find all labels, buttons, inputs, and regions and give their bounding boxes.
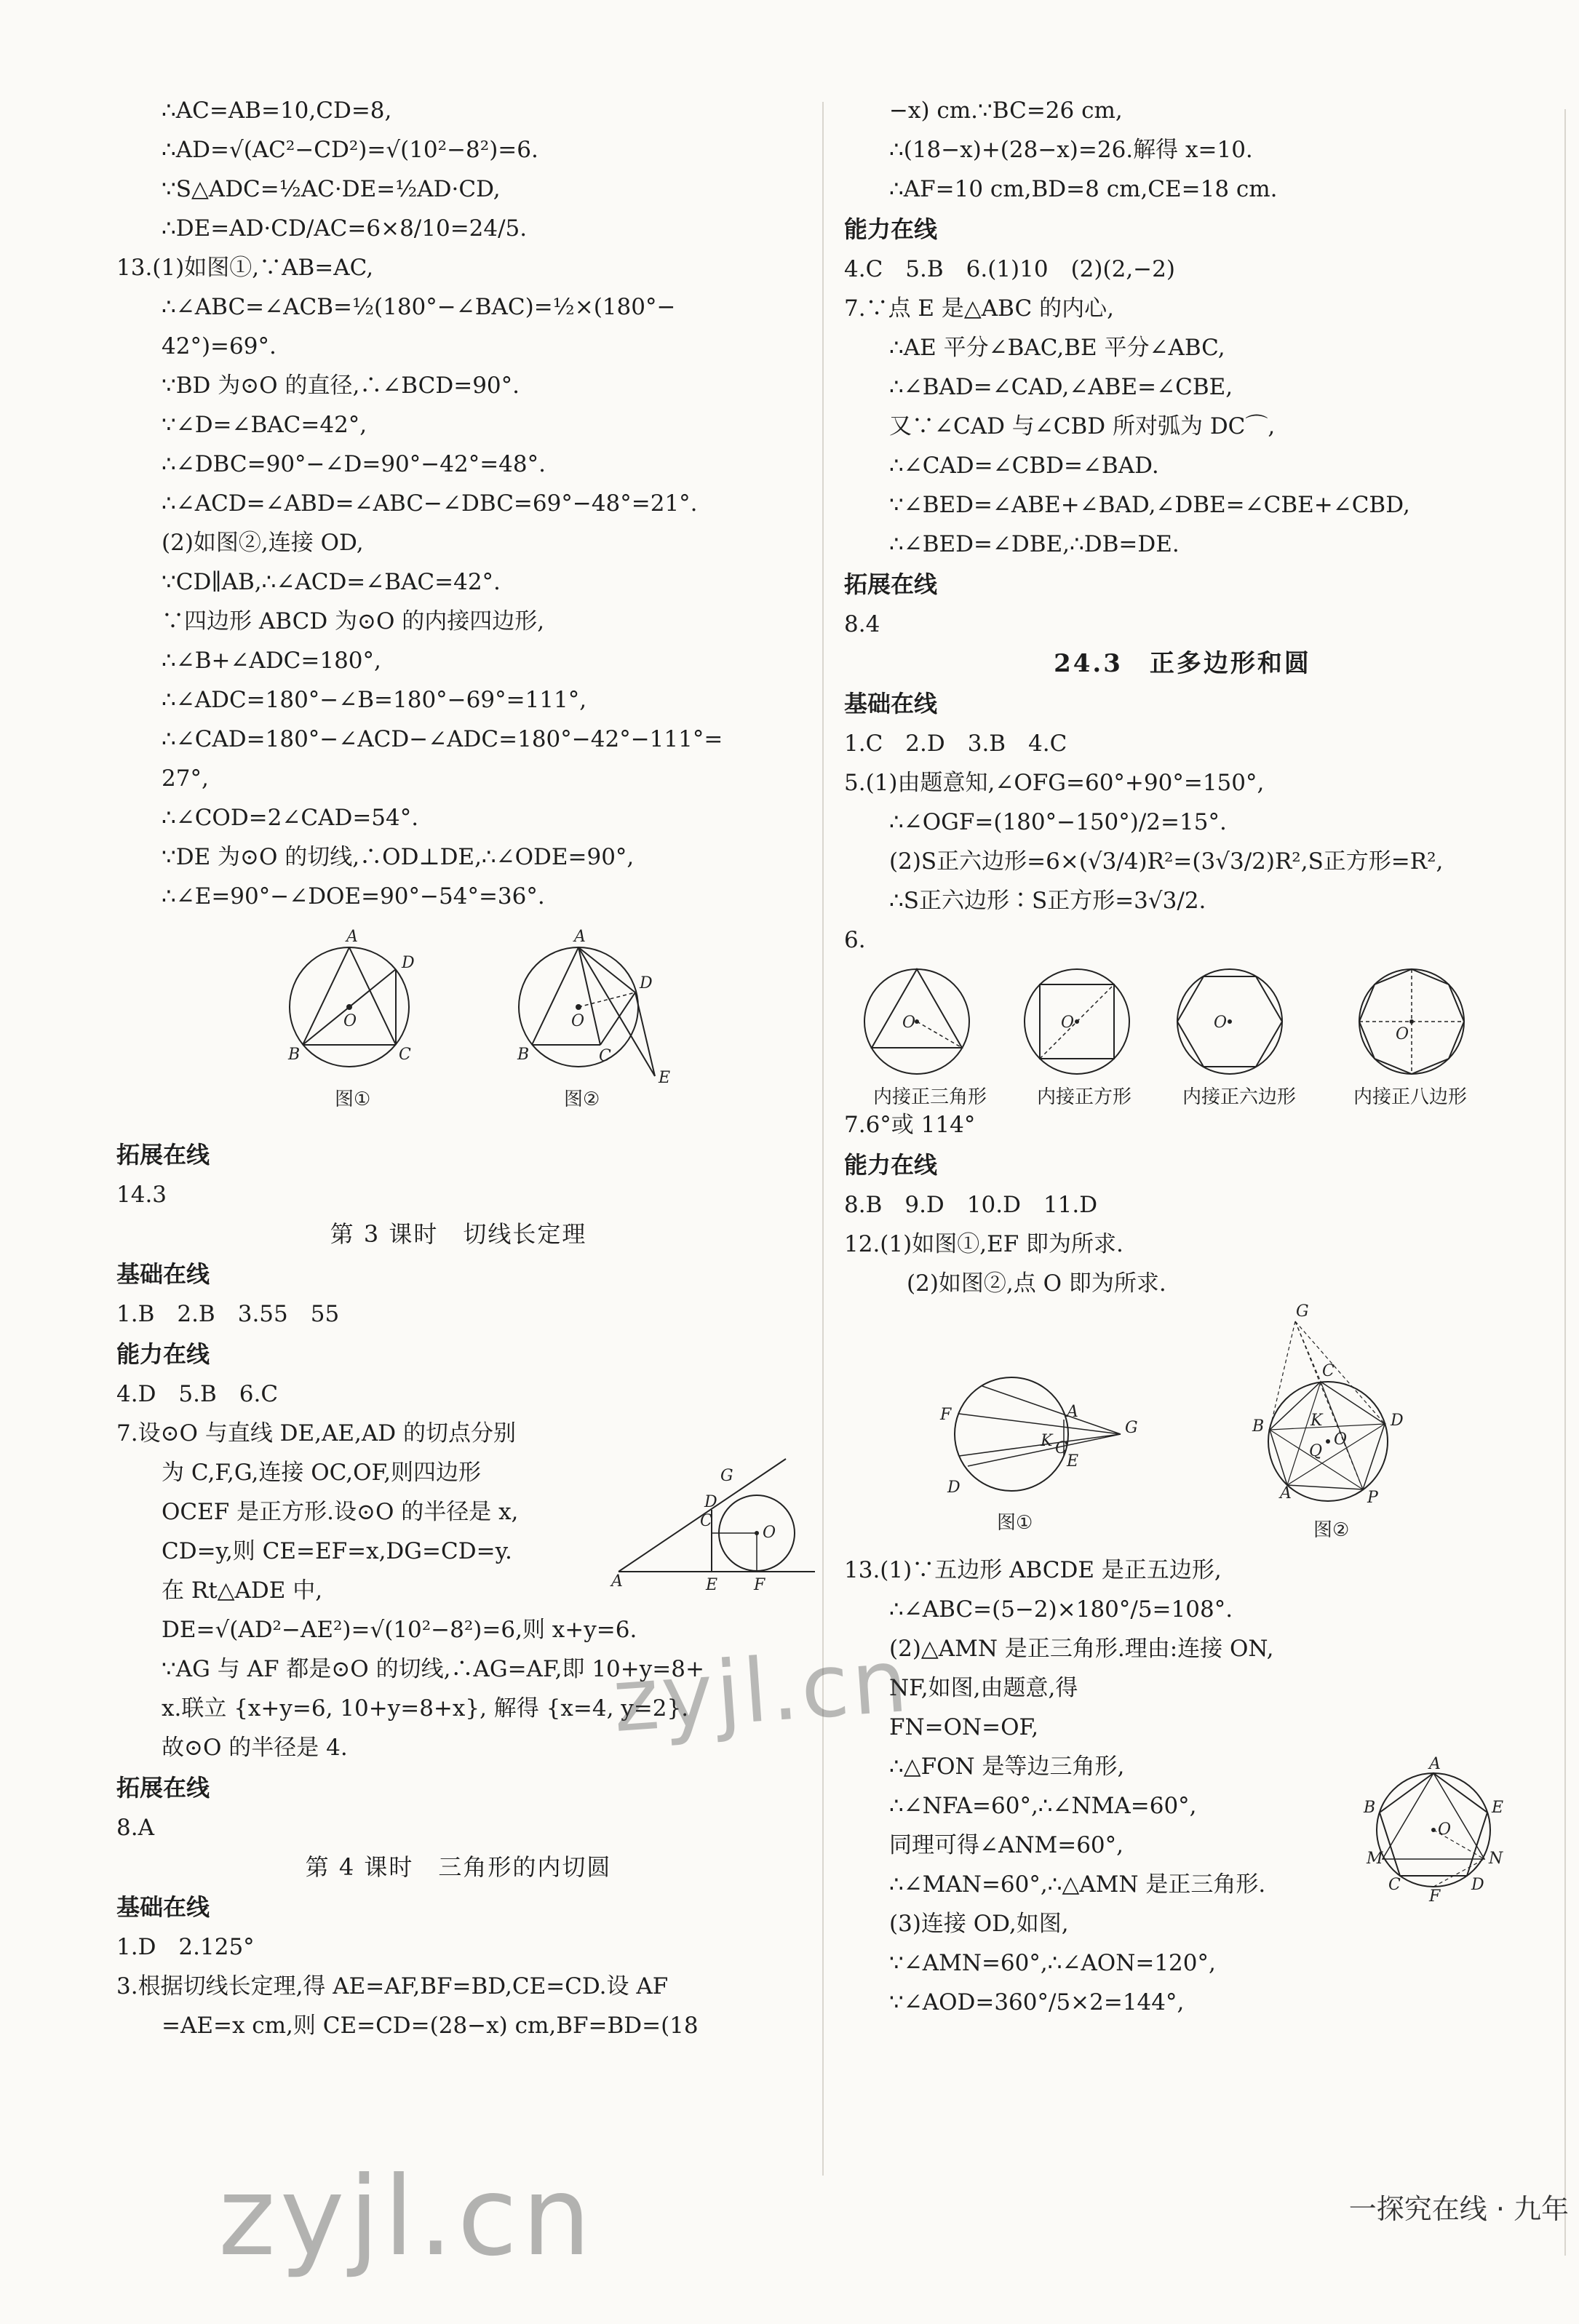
right-text-block-a (844, 91, 1521, 960)
left-text-block-a (116, 91, 800, 916)
svg-text:O: O (1061, 1014, 1075, 1032)
right-a-line: ∴∠CAD=∠CBD=∠BAD. (889, 453, 1159, 479)
figure-6-polygons (844, 960, 1521, 1108)
left-b-line: 7.设⊙O 与直线 DE,AE,AD 的切点分别 (116, 1420, 516, 1446)
left-line: ∵BD 为⊙O 的直径,∴∠BCD=90°. (162, 373, 520, 399)
left-b-line: x.联立 {x+y=6, 10+y=8+x}, 解得 {x=4, y=2}. (162, 1695, 689, 1722)
figure-12-svg (844, 1303, 1521, 1551)
svg-text:G: G (1296, 1302, 1309, 1321)
figure-13-1-caption: 图① (335, 1089, 371, 1110)
page-edge-line (1564, 109, 1566, 2256)
left-line: ∴∠E=90°−∠DOE=90°−54°=36°. (162, 883, 545, 910)
figure-12-1 (939, 1377, 1138, 1534)
left-b-line: 为 C,F,G,连接 OC,OF,则四边形 (162, 1460, 482, 1486)
svg-text:K: K (1041, 1432, 1053, 1450)
left-b-line: 4.D 5.B 6.C (116, 1381, 279, 1407)
svg-text:C: C (1322, 1362, 1335, 1380)
inscribed-hexagon (1177, 969, 1282, 1074)
left-line: ∵CD∥AB,∴∠ACD=∠BAC=42°. (162, 569, 501, 595)
left-b-line: ∵AG 与 AF 都是⊙O 的切线,∴AG=AF,即 10+y=8+ (162, 1656, 704, 1682)
figure-12-circles (844, 1303, 1521, 1551)
right-c-line: ∴∠ABC=(5−2)×180°/5=108°. (889, 1596, 1233, 1623)
caption-triangle: 内接正三角形 (873, 1086, 987, 1108)
left-line: 27°, (162, 765, 209, 792)
left-b-line: 能力在线 (116, 1340, 210, 1368)
left-b-line: CD=y,则 CE=EF=x,DG=CD=y. (162, 1538, 512, 1564)
inscribed-square (1025, 969, 1129, 1074)
right-c-line: 13.(1)∵五边形 ABCDE 是正五边形, (844, 1557, 1222, 1583)
left-b-line: DE=√(AD²−AE²)=√(10²−8²)=6,则 x+y=6. (162, 1617, 637, 1643)
left-line: ∴∠COD=2∠CAD=54°. (162, 805, 419, 831)
right-text-block-b (844, 1105, 1521, 1303)
svg-text:A: A (346, 928, 358, 946)
left-line: (2)如图②,连接 OD, (162, 530, 364, 556)
svg-text:D: D (947, 1479, 960, 1497)
right-a-line: ∴AE 平分∠BAC,BE 平分∠ABC, (889, 335, 1225, 361)
right-a-line: ∴AF=10 cm,BD=8 cm,CE=18 cm. (889, 176, 1278, 202)
svg-text:E: E (1492, 1799, 1504, 1817)
left-line: 42°)=69°. (162, 333, 277, 359)
svg-text:F: F (754, 1576, 765, 1594)
svg-text:C: C (399, 1046, 411, 1064)
right-a-line: 8.4 (844, 611, 880, 637)
right-a-line: −x) cm.∵BC=26 cm, (889, 98, 1123, 124)
right-c-line: ∵∠AOD=360°/5×2=144°, (889, 1989, 1185, 2015)
figure-13-pentagon (1361, 1755, 1506, 1906)
figure-13-2 (517, 928, 670, 1110)
right-a-line: 24.3 正多边形和圆 (1054, 649, 1311, 678)
left-b-line: 3.根据切线长定理,得 AE=AF,BF=BD,CE=CD.设 AF (116, 1973, 669, 1999)
svg-text:B: B (288, 1046, 301, 1064)
right-column (844, 91, 1521, 2022)
svg-text:A: A (1067, 1403, 1078, 1421)
figure-13-circles (116, 916, 800, 1134)
left-line: ∵DE 为⊙O 的切线,∴OD⊥DE,∴∠ODE=90°, (162, 844, 635, 870)
right-a-line: 5.(1)由题意知,∠OFG=60°+90°=150°, (844, 770, 1265, 796)
caption-square: 内接正方形 (1037, 1086, 1132, 1108)
inscribed-triangle (864, 969, 969, 1074)
svg-text:D: D (402, 954, 415, 972)
svg-text:K: K (1310, 1412, 1323, 1430)
svg-text:A: A (611, 1572, 623, 1591)
right-b-line: 12.(1)如图①,EF 即为所求. (844, 1231, 1123, 1257)
right-c-line: ∴∠NFA=60°,∴∠NMA=60°, (889, 1793, 1197, 1819)
svg-text:E: E (659, 1069, 671, 1087)
right-c-line: FN=ON=OF, (889, 1714, 1039, 1740)
right-a-line: (2)S正六边形=6×(√3/4)R²=(3√3/2)R²,S正方形=R², (889, 848, 1444, 875)
svg-text:E: E (706, 1576, 718, 1594)
right-a-line: ∴∠BAD=∠CAD,∠ABE=∠CBE, (889, 374, 1233, 400)
right-c-line: (2)△AMN 是正三角形.理由:连接 ON, (889, 1636, 1274, 1662)
right-c-line: NF,如图,由题意,得 (889, 1675, 1078, 1701)
figure-12-1-caption: 图① (997, 1512, 1033, 1534)
right-c-line: ∵∠AMN=60°,∴∠AON=120°, (889, 1950, 1216, 1976)
svg-text:O: O (902, 1014, 916, 1032)
svg-text:P: P (1367, 1489, 1378, 1507)
svg-text:B: B (1364, 1799, 1376, 1817)
left-b-line: 1.B 2.B 3.55 55 (116, 1301, 340, 1327)
svg-text:M: M (1367, 1850, 1383, 1868)
right-a-line: ∴(18−x)+(28−x)=26.解得 x=10. (889, 137, 1253, 163)
svg-text:A: A (574, 928, 586, 946)
watermark-bottom: zyjl.cn (218, 2154, 596, 2280)
right-a-line: 基础在线 (844, 690, 938, 717)
right-c-line: ∴∠MAN=60°,∴△AMN 是正三角形. (889, 1871, 1266, 1898)
left-column (116, 91, 800, 2045)
figure-13-2-caption: 图② (564, 1089, 600, 1110)
left-line: ∴∠DBC=90°−∠D=90°−42°=48°. (162, 451, 546, 477)
right-a-line: 能力在线 (844, 215, 938, 243)
column-divider (822, 102, 824, 2176)
svg-text:O: O (1396, 1025, 1409, 1043)
right-b-line: 能力在线 (844, 1151, 938, 1179)
right-c-line: 同理可得∠ANM=60°, (889, 1832, 1124, 1858)
left-line: ∴AD=√(AC²−CD²)=√(10²−8²)=6. (162, 137, 538, 163)
left-b-line: OCEF 是正方形.设⊙O 的半径是 x, (162, 1499, 519, 1525)
left-b-line: 故⊙O 的半径是 4. (162, 1735, 348, 1761)
left-b-line: 拓展在线 (116, 1774, 210, 1802)
right-a-line: 6. (844, 927, 866, 953)
svg-text:O: O (1334, 1430, 1348, 1449)
figure-12-2 (1252, 1302, 1404, 1541)
left-b-line: 基础在线 (116, 1893, 210, 1921)
left-b-line: 第 4 课时 三角形的内切圆 (305, 1853, 612, 1881)
svg-text:C: C (1055, 1439, 1067, 1457)
figure-12-2-caption: 图② (1313, 1519, 1350, 1541)
figure-13-1 (287, 928, 415, 1110)
left-b-line: 8.A (116, 1815, 154, 1841)
figure-13-svg (116, 916, 800, 1134)
right-c-line: ∴△FON 是等边三角形, (889, 1754, 1125, 1780)
left-b-line: 基础在线 (116, 1260, 210, 1288)
svg-text:D: D (640, 974, 653, 992)
svg-text:G: G (720, 1467, 733, 1485)
svg-text:D: D (704, 1493, 717, 1511)
left-line: ∴∠ADC=180°−∠B=180°−69°=111°, (162, 687, 587, 713)
svg-text:A: A (1429, 1755, 1441, 1773)
svg-text:O: O (343, 1012, 357, 1030)
left-b-line: 在 Rt△ADE 中, (162, 1577, 323, 1604)
svg-text:B: B (1252, 1417, 1265, 1436)
right-a-line: ∴S正六边形∶S正方形=3√3/2. (889, 888, 1206, 914)
svg-text:D: D (1391, 1412, 1404, 1430)
svg-text:B: B (517, 1046, 530, 1064)
svg-text:F: F (1429, 1887, 1441, 1906)
right-a-line: 7.∵点 E 是△ABC 的内心, (844, 295, 1114, 322)
svg-text:C: C (599, 1047, 611, 1065)
svg-text:O: O (1438, 1820, 1452, 1839)
svg-text:O: O (571, 1012, 585, 1030)
watermark-top: zyjl.cn (609, 1630, 914, 1753)
left-line: ∴∠B+∠ADC=180°, (162, 648, 381, 674)
left-b-line: 第 3 课时 切线长定理 (330, 1220, 587, 1248)
right-a-line: ∴∠BED=∠DBE,∴DB=DE. (889, 531, 1180, 557)
svg-text:G: G (1125, 1419, 1138, 1437)
svg-text:D: D (1471, 1876, 1484, 1894)
right-a-line: 拓展在线 (844, 570, 938, 598)
right-a-line: 又∵∠CAD 与∠CBD 所对弧为 DC⌒, (889, 413, 1276, 439)
left-line: 13.(1)如图①,∵AB=AC, (116, 255, 374, 281)
left-line: ∴∠ACD=∠ABD=∠ABC−∠DBC=69°−48°=21°. (162, 490, 698, 517)
right-c-line: (3)连接 OD,如图, (889, 1911, 1069, 1937)
svg-text:E: E (1067, 1452, 1079, 1471)
svg-text:A: A (1280, 1484, 1292, 1503)
left-b-line: 拓展在线 (116, 1141, 210, 1169)
left-line: ∴AC=AB=10,CD=8, (162, 98, 392, 124)
left-line: ∴∠CAD=180°−∠ACD−∠ADC=180°−42°−111°= (162, 726, 723, 752)
right-b-line: 7.6°或 114° (844, 1112, 976, 1138)
svg-text:F: F (940, 1406, 952, 1424)
left-line: ∵∠D=∠BAC=42°, (162, 412, 367, 438)
caption-hexagon: 内接正六边形 (1182, 1086, 1297, 1108)
page-footer: 一探究在线 · 九年 (1348, 2193, 1569, 2225)
left-line: ∵四边形 ABCD 为⊙O 的内接四边形, (162, 608, 545, 634)
left-line: ∵S△ADC=½AC·DE=½AD·CD, (162, 176, 501, 202)
caption-octagon: 内接正八边形 (1353, 1086, 1468, 1108)
right-b-line: (2)如图②,点 O 即为所求. (907, 1270, 1166, 1297)
svg-text:C: C (1388, 1876, 1401, 1894)
left-line: ∴DE=AD·CD/AC=6×8/10=24/5. (162, 215, 528, 242)
right-b-line: 8.B 9.D 10.D 11.D (844, 1192, 1098, 1218)
left-text-block-b (116, 1134, 800, 2045)
right-a-line: ∴∠OGF=(180°−150°)/2=15°. (889, 809, 1227, 835)
right-a-line: 1.C 2.D 3.B 4.C (844, 731, 1067, 757)
svg-text:O: O (1214, 1014, 1228, 1032)
inscribed-octagon (1359, 969, 1464, 1074)
left-b-line: =AE=x cm,则 CE=CD=(28−x) cm,BF=BD=(18 (162, 2013, 699, 2039)
left-b-line: 1.D 2.125° (116, 1934, 255, 1960)
left-line: ∴∠ABC=∠ACB=½(180°−∠BAC)=½×(180°− (162, 294, 676, 320)
figure-7-tangent (611, 1437, 822, 1594)
right-a-line: 4.C 5.B 6.(1)10 (2)(2,−2) (844, 256, 1175, 282)
svg-text:N: N (1489, 1850, 1503, 1868)
svg-text:C: C (700, 1512, 712, 1530)
svg-text:O: O (763, 1524, 776, 1542)
right-a-line: ∵∠BED=∠ABE+∠BAD,∠DBE=∠CBE+∠CBD, (889, 492, 1410, 518)
svg-text:Q: Q (1309, 1442, 1323, 1460)
left-b-line: 14.3 (116, 1182, 167, 1208)
